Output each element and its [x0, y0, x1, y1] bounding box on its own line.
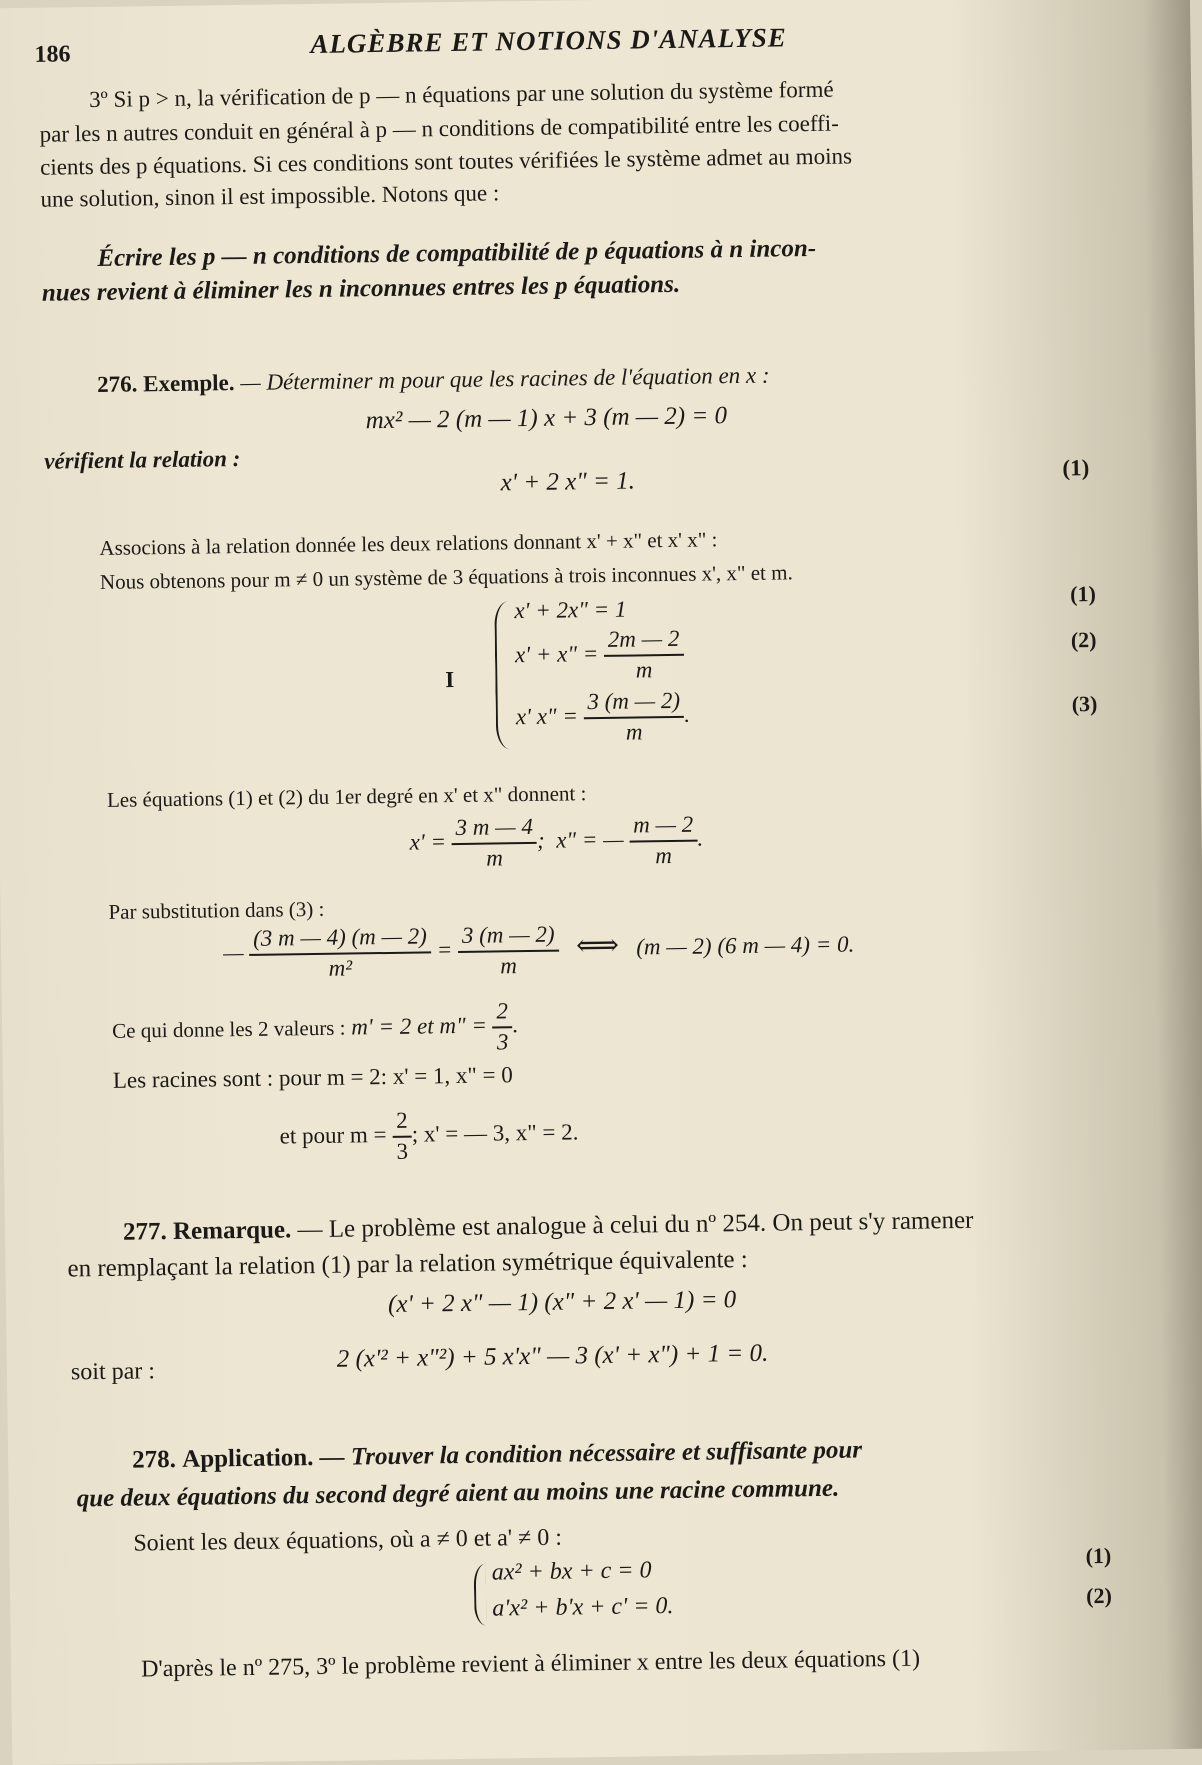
relation-1: x' + 2 x" = 1. [500, 467, 636, 497]
assoc-text: Associons à la relation donnée les deux relations donnant x' + x" et x' x" : [99, 527, 718, 560]
section-278-last-line: D'après le nº 275, 3º le problème revient à éliminer x entre les deux équations (1) [140, 1645, 921, 1683]
sub-f2-den: m [500, 952, 518, 979]
section-276-heading [97, 362, 770, 400]
sub-rhs: (m — 2) (6 m — 4) = 0. [636, 931, 855, 960]
values-end: . [511, 1012, 519, 1038]
system-278-brace [474, 1564, 487, 1626]
system-eq3 [515, 687, 690, 749]
solution-x2-den: m [655, 842, 673, 868]
roots2-fraction [392, 1107, 412, 1167]
section-278-line2: que deux équations du second degré aient au moins une racine commune. [76, 1474, 840, 1513]
section-276-number: 276. [96, 371, 138, 397]
solution-x2-lhs: x" = — [556, 826, 624, 853]
system-no2: (2) [1070, 627, 1097, 653]
soit-par-label: soit par : [70, 1358, 156, 1386]
system-eq2-num: 2m — 2 [604, 625, 684, 657]
system-eq3-num: 3 (m — 2) [583, 687, 684, 719]
para3-line4: une solution, sinon il est impossible. Notons que : [40, 180, 500, 212]
section-277-number: 277. [122, 1218, 167, 1246]
sub-f2-num: 3 (m — 2) [458, 921, 559, 953]
para3-line3: cients des p équations. Si ces conditions sont toutes vérifiées le système admet au moins [39, 143, 853, 180]
system-eq2 [515, 625, 684, 687]
section-278-no1: (1) [1085, 1542, 1112, 1569]
values-line [112, 997, 519, 1062]
system-eq2-den: m [635, 657, 653, 683]
system-eq3-fraction [583, 687, 684, 748]
roots2-post: ; x' = — 3, x" = 2. [411, 1119, 579, 1147]
system-brace [494, 601, 512, 749]
system-no3: (3) [1071, 691, 1098, 717]
values-m: m' = 2 et m" = [351, 1012, 488, 1040]
roots2-den: 3 [396, 1138, 409, 1164]
substitution-text: Par substitution dans (3) : [108, 896, 325, 924]
roots-line-1: Les racines sont : pour m = 2: x' = 1, x" = 0 [112, 1062, 513, 1093]
section-276-title: Exemple. [142, 370, 235, 397]
system-eq3-den: m [625, 719, 643, 745]
section-278-no2: (2) [1086, 1582, 1113, 1609]
system-eq1: x' + 2x" = 1 [514, 596, 627, 624]
section-278-text: — Trouver la condition nécessaire et suffisante pour [319, 1436, 863, 1471]
relation-1-number: (1) [1062, 455, 1090, 481]
roots2-pre: et pour m = [279, 1122, 387, 1149]
soient-text: Soient les deux équations, où a ≠ 0 et a' ≠ 0 : [133, 1524, 563, 1557]
system-eq3-lhs: x' x" = [515, 703, 579, 730]
solution-sep: ; [536, 827, 545, 853]
sub-f1-num: (3 m — 4) (m — 2) [249, 922, 431, 955]
sub-f1-den: m² [328, 955, 353, 981]
rule-line1: Écrire les p — n conditions de compatibilité de p équations à n incon- [97, 234, 817, 272]
system-eq3-end: . [684, 701, 691, 727]
values-text: Ce qui donne les 2 valeurs : [112, 1015, 346, 1043]
section-278-number: 278. [132, 1445, 177, 1474]
section-277-eq1: (x' + 2 x" — 1) (x" + 2 x' — 1) = 0 [387, 1286, 737, 1319]
system-eq2-fraction [604, 625, 684, 686]
section-277-eq2: 2 (x'² + x"²) + 5 x'x" — 3 (x' + x") + 1 = 0. [336, 1339, 769, 1373]
section-278-title: Application. [181, 1444, 314, 1473]
section-278-line1 [132, 1434, 862, 1475]
equation-276: mx² — 2 (m — 1) x + 3 (m — 2) = 0 [365, 402, 728, 435]
roots-line-2 [279, 1104, 579, 1168]
section-277-line1 [123, 1205, 974, 1248]
section-278-eq1: ax² + bx + c = 0 [491, 1557, 652, 1586]
sub-equals: = [436, 937, 453, 963]
first-degree-text: Les équations (1) et (2) du 1er degré en x' et x" donnent : [106, 781, 587, 812]
system-eq2-lhs: x' + x" = [514, 641, 599, 668]
obtain-text: Nous obtenons pour m ≠ 0 un système de 3 équations à trois inconnues x', x" et m. [99, 560, 793, 594]
para3-line1: 3º Si p > n, la vérification de p — n équations par une solution du système formé [89, 76, 834, 113]
rule-line2: nues revient à éliminer les n inconnues entres les p équations. [41, 270, 681, 307]
sub-fraction-1 [249, 922, 432, 984]
para3-line2: par les n autres conduit en général à p — n conditions de compatibilité entre les coeffi- [39, 110, 839, 147]
section-276-statement: — Déterminer m pour que les racines de l'équation en x : [240, 362, 770, 395]
solution-line [409, 811, 703, 875]
verify-text: vérifient la relation : [44, 445, 241, 474]
solution-x1-fraction [451, 813, 537, 874]
sub-fraction-2 [458, 921, 559, 982]
sub-minus: — [222, 940, 244, 966]
solution-x1-lhs: x' = [409, 829, 447, 855]
roots2-num: 2 [392, 1107, 412, 1138]
system-label: I [445, 667, 455, 693]
solution-x2-fraction [629, 811, 698, 871]
section-277-line2: en remplaçant la relation (1) par la relation symétrique équivalente : [67, 1245, 748, 1283]
solution-end: . [697, 825, 704, 851]
section-278-eq2: a'x² + b'x + c' = 0. [492, 1593, 674, 1622]
section-277-text: — Le problème est analogue à celui du nº 254. On peut s'y ramener [297, 1206, 974, 1244]
substitution-equation [223, 916, 855, 984]
section-277-title: Remarque. [172, 1216, 292, 1245]
values-num: 2 [492, 997, 512, 1028]
equivalence-arrow-icon: ⟺ [575, 928, 620, 963]
running-title: ALGÈBRE ET NOTIONS D'ANALYSE [310, 22, 787, 59]
solution-x1-num: 3 m — 4 [451, 813, 537, 845]
solution-x1-den: m [486, 845, 504, 871]
system-no1: (1) [1070, 581, 1097, 607]
values-fraction [492, 997, 512, 1057]
values-den: 3 [496, 1029, 509, 1055]
solution-x2-num: m — 2 [629, 811, 697, 843]
page-number: 186 [34, 41, 71, 68]
